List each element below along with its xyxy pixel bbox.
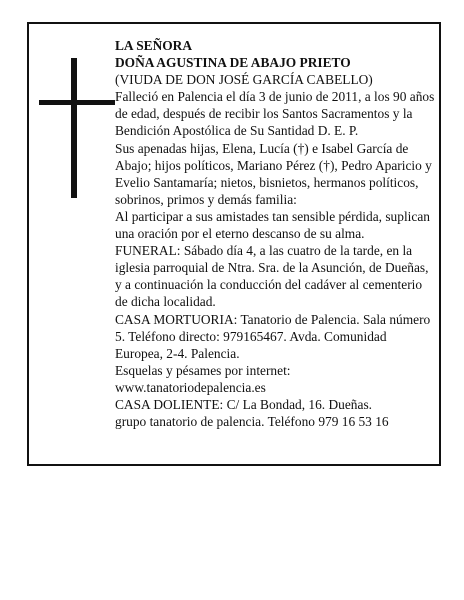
- widow-line: (VIUDA DE DON JOSÉ GARCÍA CABELLO): [115, 72, 373, 88]
- website-link[interactable]: www.tanatoriodepalencia.es: [115, 379, 266, 395]
- obituary-notice: [27, 22, 441, 466]
- group-line: grupo tanatorio de palencia. Teléfono 979 16 53 16: [115, 414, 389, 430]
- mourning-house: CASA DOLIENTE: C/ La Bondad, 16. Dueñas.: [115, 396, 372, 412]
- deceased-name: DOÑA AGUSTINA DE ABAJO PRIETO: [115, 55, 351, 71]
- prayer-paragraph: Al participar a sus amistades tan sensible pérdida, suplican una oración por el eterno descanso de su alma.: [115, 208, 430, 242]
- family-paragraph: Sus apenadas hijas, Elena, Lucía (†) e Isabel García de Abajo; hijos políticos, Mariano Pérez (†), Pedro Aparicio y Evelio Santamaría; nietos, bisnietos, hermanos políticos, sobrinos, primos y demás familia:: [115, 140, 432, 207]
- obituary-text: [115, 37, 437, 430]
- funeral-paragraph: FUNERAL: Sábado día 4, a las cuatro de la tarde, en la iglesia parroquial de Ntra. Sra. de la Asunción, de Dueñas, y a continuación la conducción del cadáver al cementerio de dicha localidad.: [115, 243, 429, 310]
- mortuary-paragraph: CASA MORTUORIA: Tanatorio de Palencia. Sala número 5. Teléfono directo: 979165467. Avda. Comunidad Europea, 2-4. Palencia.: [115, 311, 431, 361]
- death-paragraph: Falleció en Palencia el día 3 de junio de 2011, a los 90 años de edad, después de recibir los Santos Sacramentos y la Bendición Apostólica de Su Santidad D. E. P.: [115, 89, 435, 139]
- condolences-label: Esquelas y pésames por internet:: [115, 362, 291, 378]
- cross-icon: [39, 58, 115, 198]
- notice-heading: LA SEÑORA: [115, 38, 193, 53]
